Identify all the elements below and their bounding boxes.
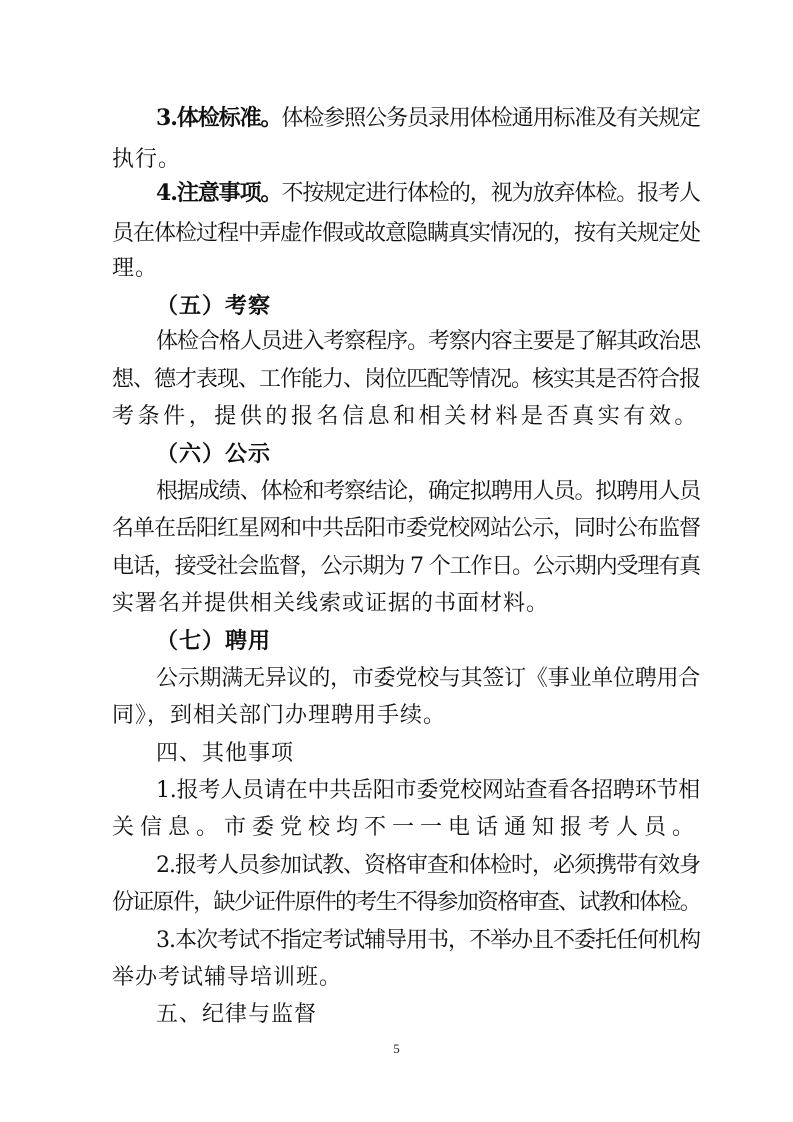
item4-label: 4.注意事项。 <box>156 180 282 206</box>
section6-line2: 名单在岳阳红星网和中共岳阳市委党校网站公示，同时公布监督 <box>112 516 701 541</box>
item4-text: 不按规定进行体检的，视为放弃体检。报考人 <box>281 181 700 206</box>
part4-line5: 3.本次考试不指定考试辅导用书，不举办且不委托任何机构 <box>156 928 700 953</box>
item4-line2: 员在体检过程中弄虚作假或故意隐瞒真实情况的，按有关规定处 <box>112 221 701 246</box>
part4-heading: 四、其他事项 <box>156 741 295 766</box>
part4-line4: 份证原件，缺少证件原件的考生不得参加资格审查、试教和体检。 <box>112 890 701 915</box>
section7-line2: 同》，到相关部门办理聘用手续。 <box>112 703 447 728</box>
item3-label: 3.体检标准。 <box>156 105 282 131</box>
section5-line1: 体检合格人员进入考察程序。考察内容主要是了解其政治思 <box>156 329 701 354</box>
part5-heading: 五、纪律与监督 <box>156 1002 318 1027</box>
item4-line1 <box>156 178 700 208</box>
item4-line3: 理。 <box>112 256 159 281</box>
section6-line3: 电话，接受社会监督，公示期为 7 个工作日。公示期内受理有真 <box>112 554 700 579</box>
part4-line3: 2.报考人员参加试教、资格审查和体检时，必须携带有效身 <box>156 853 700 878</box>
section6-title: （六）公示 <box>156 442 272 467</box>
item3-line1 <box>156 103 700 133</box>
section7-title: （七）聘用 <box>156 629 272 654</box>
section5-line3: 考条件，提供的报名信息和相关材料是否真实有效。 <box>112 404 701 429</box>
part4-line2: 关信息。市委党校均不一一电话通知报考人员。 <box>112 815 701 840</box>
page-number: 5 <box>393 1041 400 1056</box>
section6-line1: 根据成绩、体检和考察结论，确定拟聘用人员。拟聘用人员 <box>156 479 701 504</box>
item3-text: 体检参照公务员录用体检通用标准及有关规定 <box>281 106 700 131</box>
section5-title: （五）考察 <box>156 294 272 319</box>
part4-line1: 1.报考人员请在中共岳阳市委党校网站查看各招聘环节相 <box>156 778 700 803</box>
item3-line2: 执行。 <box>112 147 182 172</box>
section6-line4: 实署名并提供相关线索或证据的书面材料。 <box>112 591 550 616</box>
section5-line2: 想、德才表现、工作能力、岗位匹配等情况。核实其是否符合报 <box>112 367 701 392</box>
part4-line6: 举办考试辅导培训班。 <box>112 965 343 990</box>
section7-line1: 公示期满无异议的，市委党校与其签订《事业单位聘用合 <box>156 666 701 691</box>
